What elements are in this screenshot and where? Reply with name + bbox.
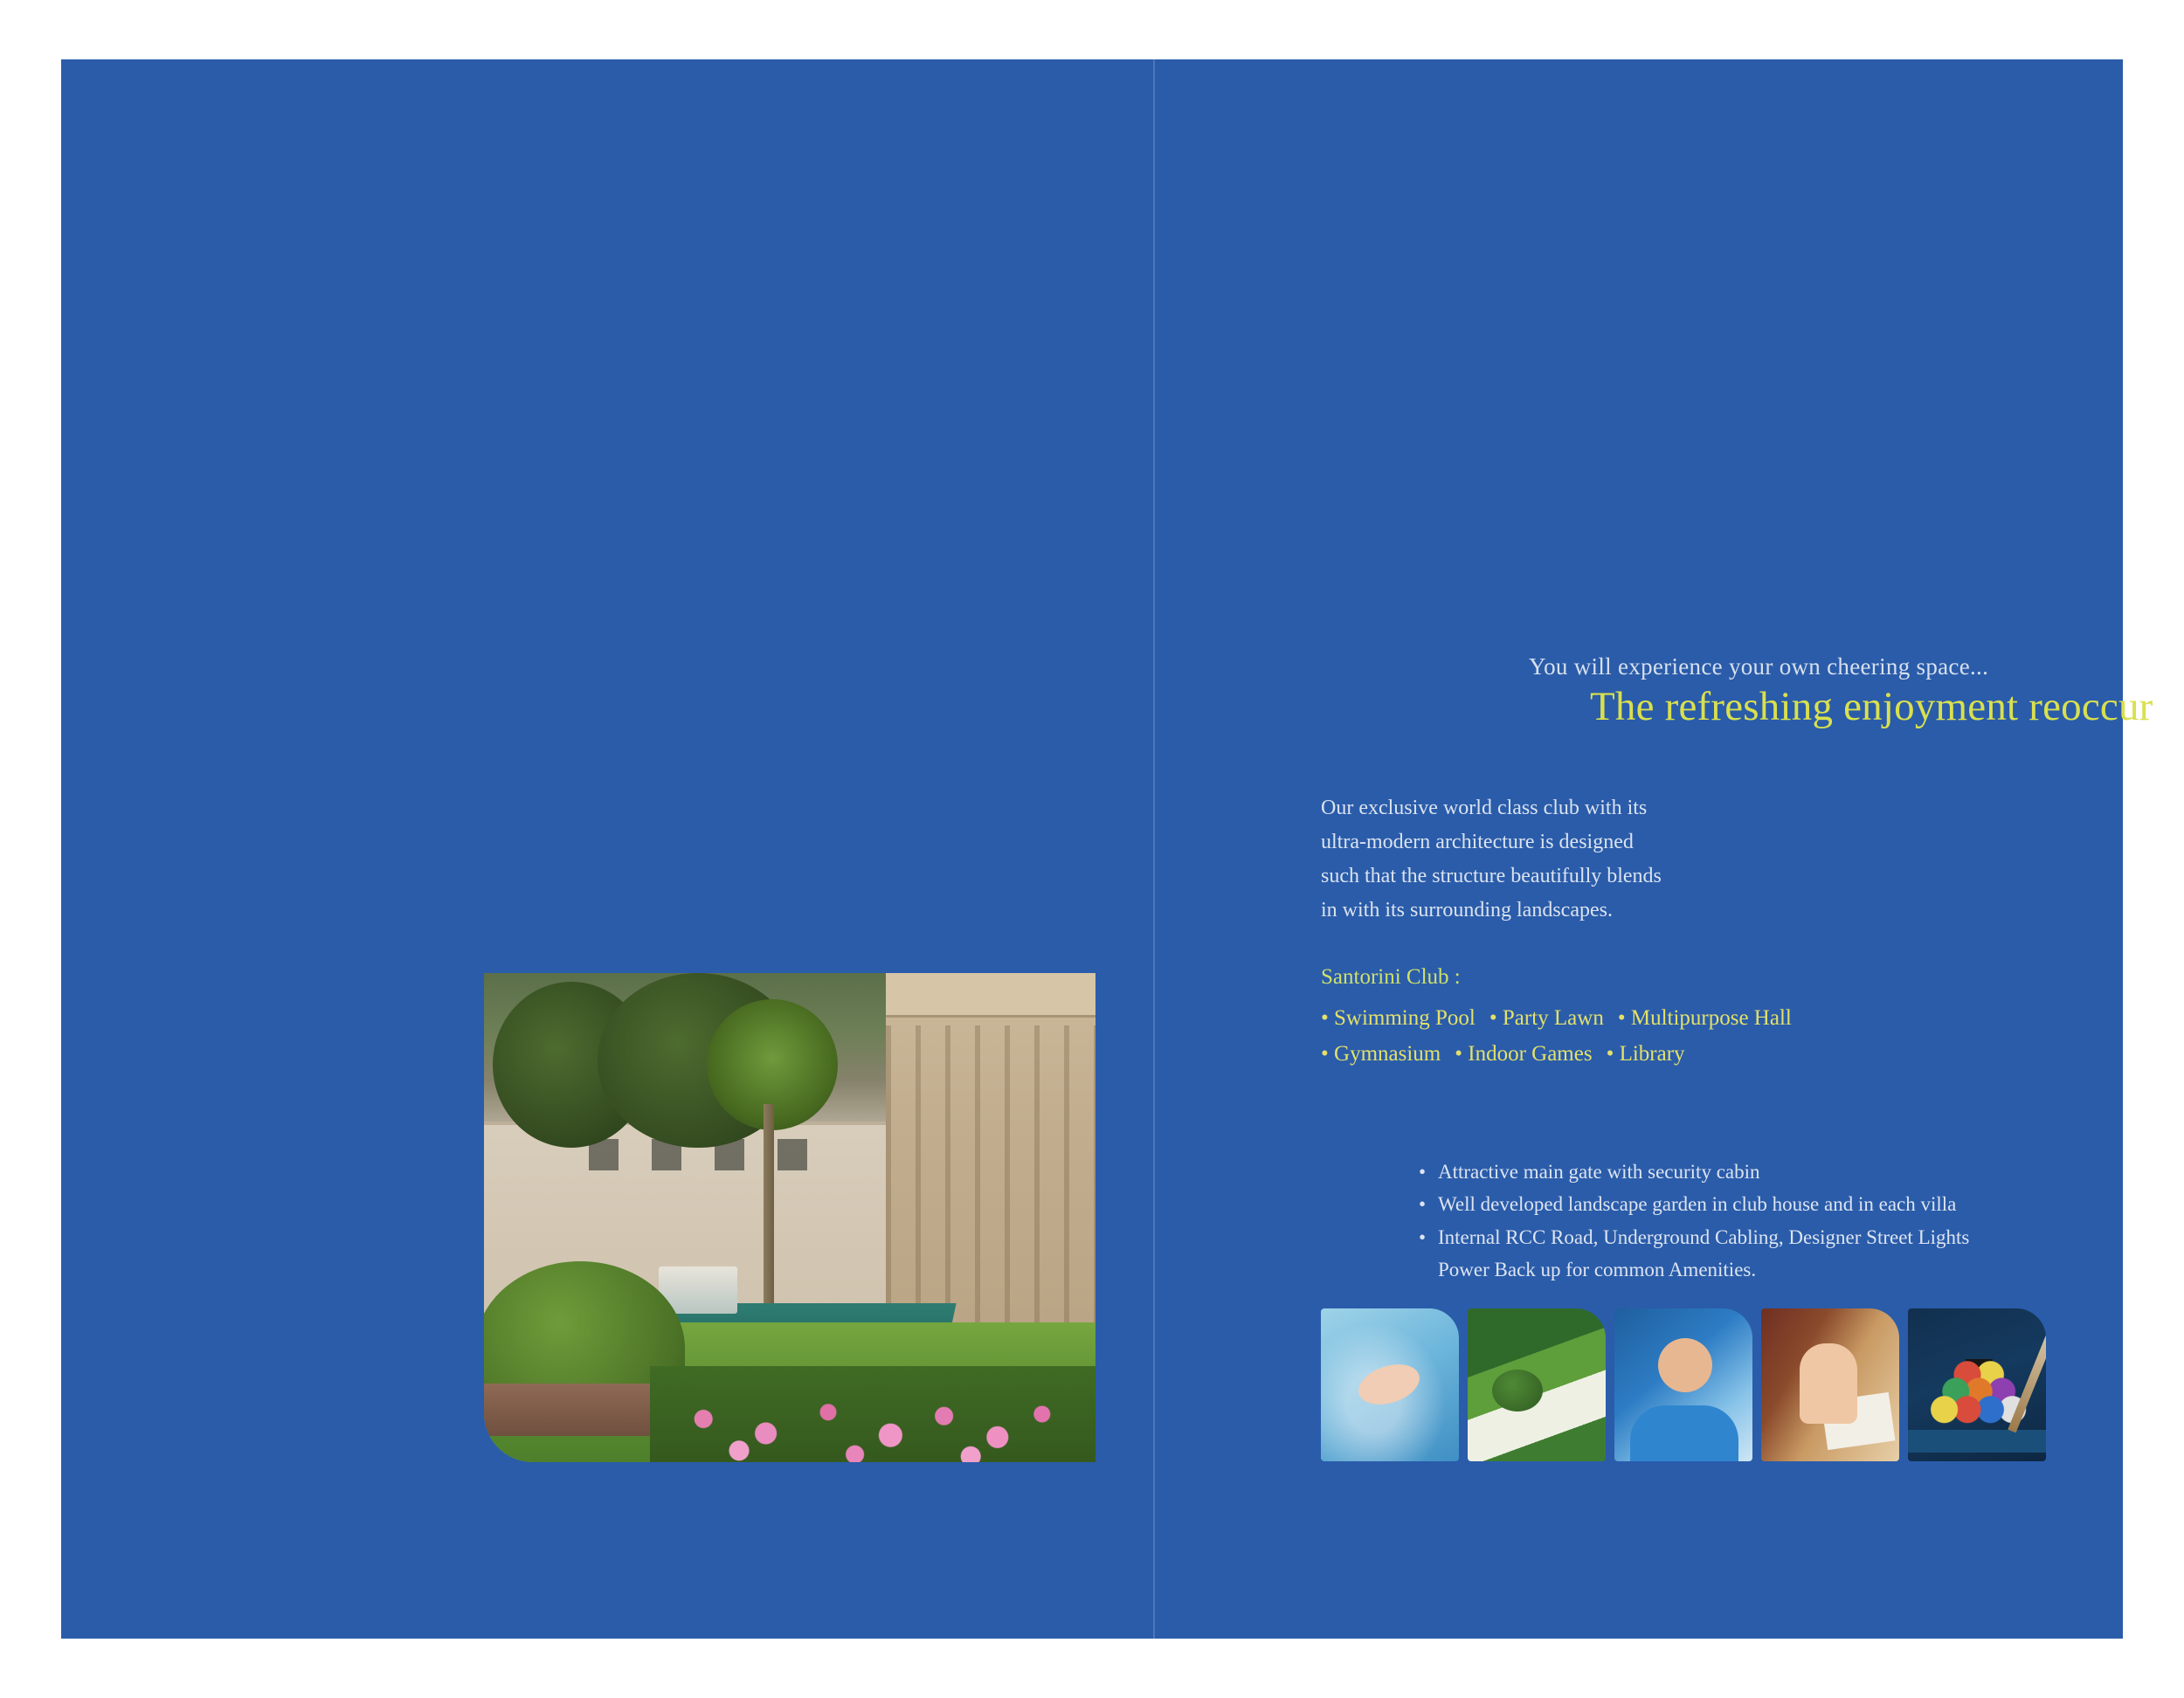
intro-line: such that the structure beautifully blends	[1321, 864, 1662, 887]
list-item: • Internal RCC Road, Underground Cabling, Designer Street Lights	[1415, 1221, 2123, 1253]
kicker-text: You will experience your own cheering space...	[1529, 653, 1989, 680]
list-item: • Library	[1606, 1041, 1685, 1066]
list-item: • Party Lawn	[1489, 1006, 1604, 1030]
club-section-title: Santorini Club :	[1321, 965, 1461, 989]
photo-palm-trunk	[764, 1104, 774, 1305]
amenity-thumbnail-strip	[1321, 1308, 2046, 1461]
intro-line: in with its surrounding landscapes.	[1321, 898, 1613, 921]
photo-flower-bed	[650, 1366, 1095, 1462]
list-item: • Multipurpose Hall	[1617, 1006, 1792, 1030]
intro-paragraph	[1321, 791, 1775, 928]
list-item-continuation: Power Back up for common Amenities.	[1438, 1258, 1757, 1280]
club-amenities-row	[1321, 1037, 1915, 1073]
list-item: • Attractive main gate with security cabin	[1415, 1156, 2123, 1188]
club-house-photo	[484, 973, 1095, 1462]
photo-colonnade-building	[886, 973, 1095, 1349]
indoor-games-thumbnail	[1908, 1308, 2046, 1461]
photo-building-cornice	[886, 973, 1095, 1015]
club-amenities-row	[1321, 1001, 1915, 1037]
list-item: • Swimming Pool	[1321, 1006, 1476, 1030]
list-item: • Gymnasium	[1321, 1041, 1441, 1066]
page-title: The refreshing enjoyment reoccur	[1590, 684, 2153, 729]
list-item: • Indoor Games	[1455, 1041, 1593, 1066]
club-amenities-list	[1321, 1001, 1915, 1072]
intro-line: Our exclusive world class club with its	[1321, 797, 1648, 819]
billiard-table	[1908, 1430, 2046, 1453]
brochure-spread	[61, 59, 2153, 1639]
gymnasium-thumbnail	[1614, 1308, 1752, 1461]
features-list	[1415, 1156, 2123, 1286]
intro-line: ultra-modern architecture is designed	[1321, 830, 1634, 853]
right-page	[1153, 59, 2153, 1639]
list-item: • Well developed landscape garden in club house and in each villa	[1415, 1188, 2123, 1220]
swimming-pool-thumbnail	[1321, 1308, 1459, 1461]
party-lawn-thumbnail	[1468, 1308, 1606, 1461]
library-thumbnail	[1761, 1308, 1899, 1461]
